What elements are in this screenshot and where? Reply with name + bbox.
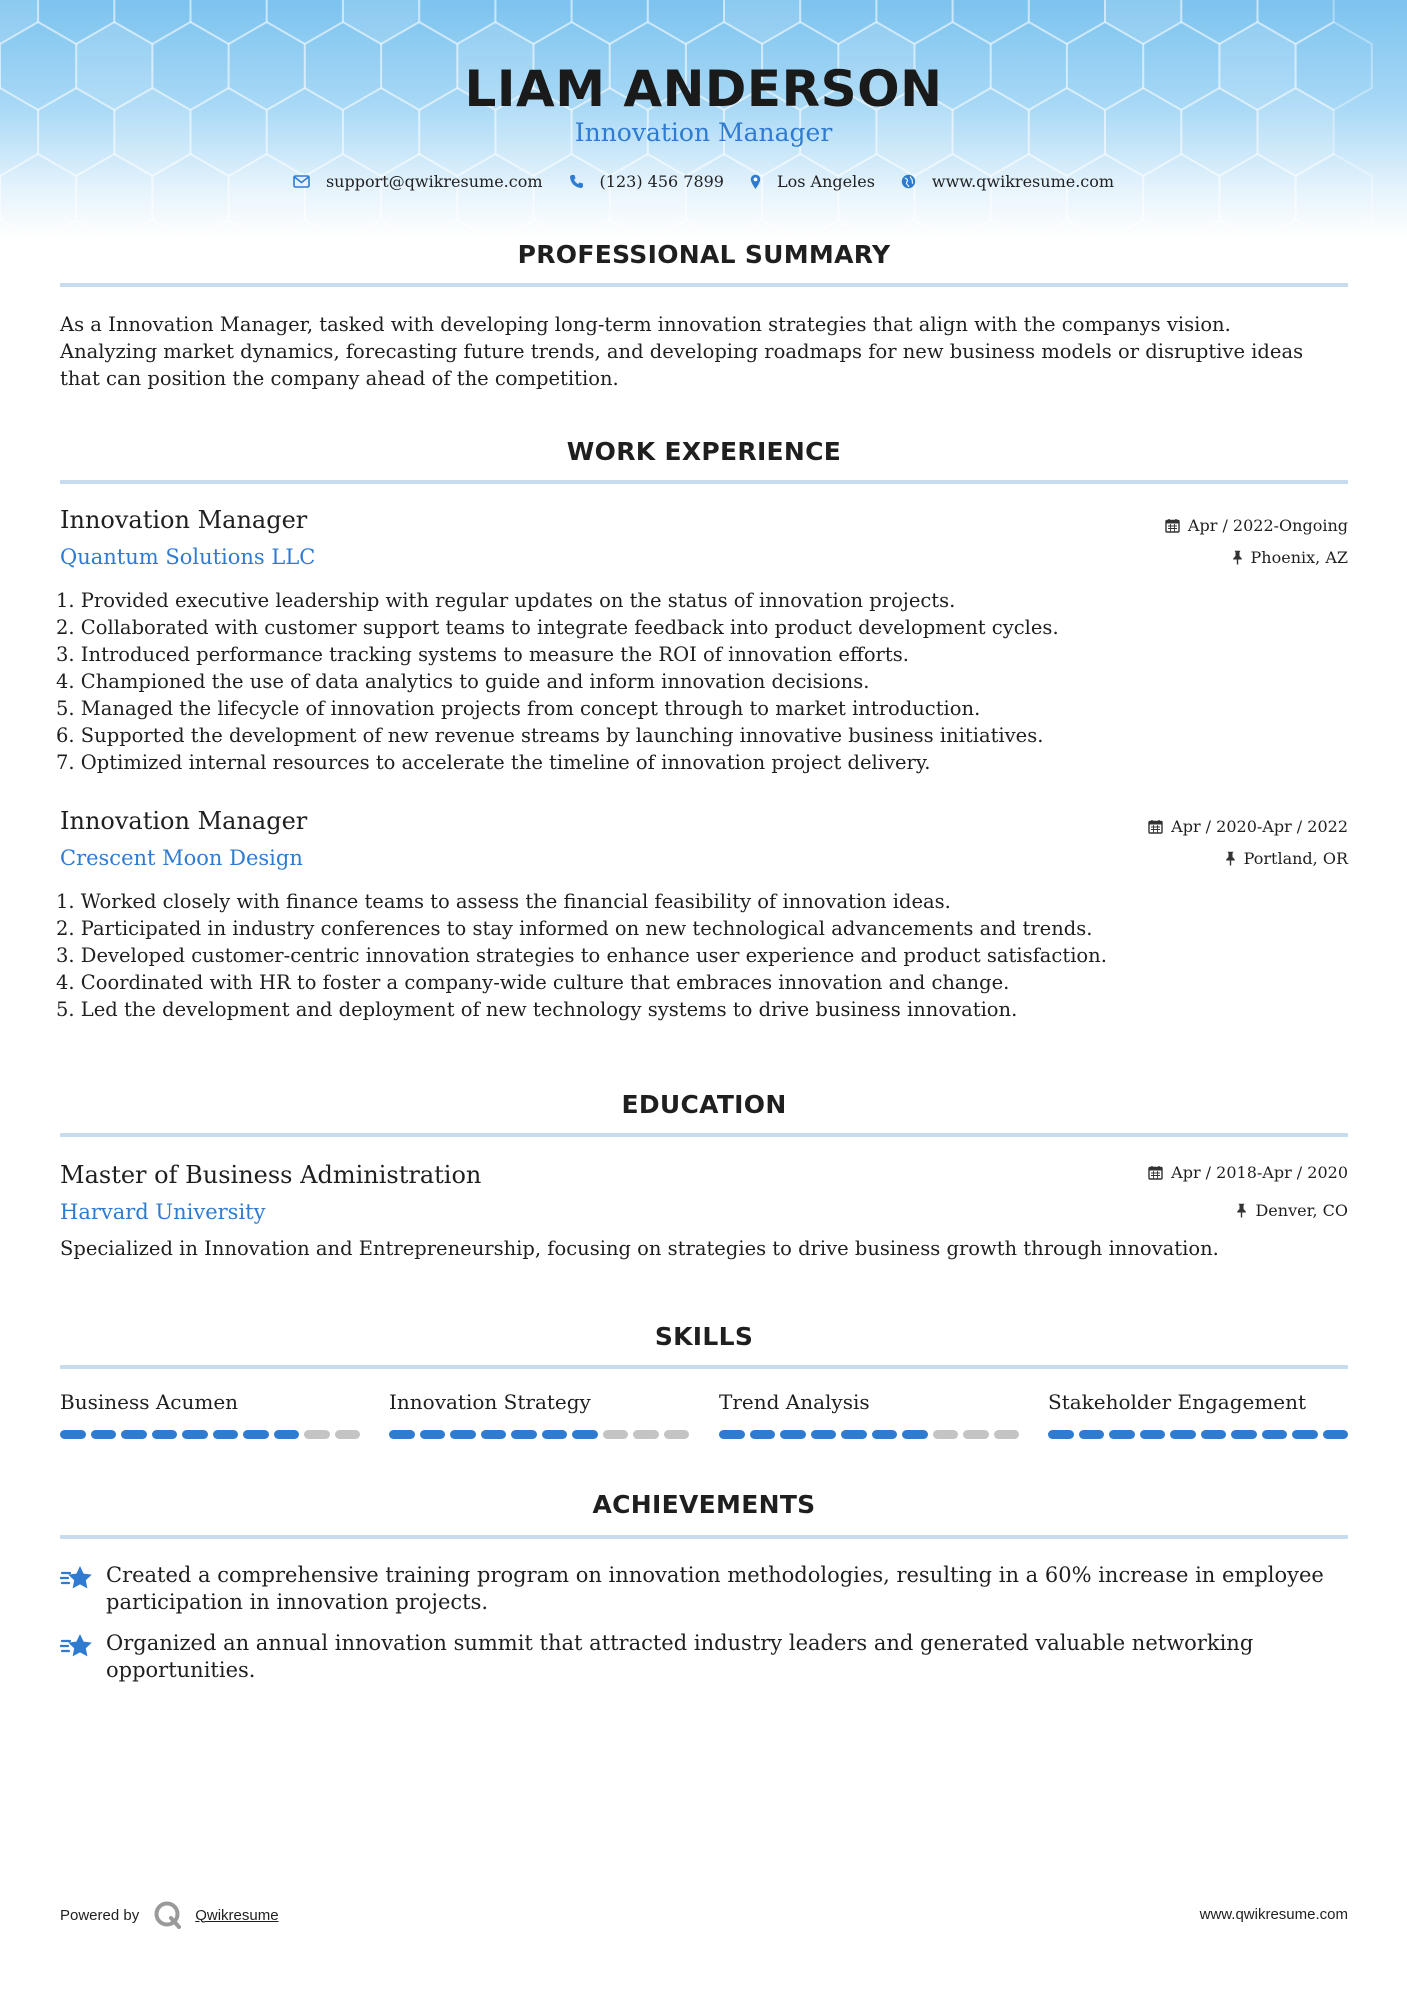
list-item: 5. Managed the lifecycle of innovation projects from concept through to market introduction. xyxy=(56,697,981,720)
hexagon-shape xyxy=(648,0,724,44)
skill-name: Business Acumen xyxy=(60,1390,239,1414)
globe-icon xyxy=(901,174,916,189)
skill-segment-filled xyxy=(389,1430,415,1439)
skill-segment-filled xyxy=(121,1430,147,1439)
dates-text: Apr / 2020-Apr / 2022 xyxy=(1171,817,1348,836)
skill-segment-empty xyxy=(304,1430,330,1439)
hexagon-shape xyxy=(191,0,267,44)
hexagon-shape xyxy=(0,0,38,44)
pushpin-icon xyxy=(1232,550,1243,565)
skill-segment-empty xyxy=(963,1430,989,1439)
skill-segment-filled xyxy=(572,1430,598,1439)
star-icon xyxy=(60,1564,93,1592)
job-title: Innovation Manager xyxy=(60,506,308,534)
list-item: 2. Collaborated with customer support teams to integrate feedback into product development cycles. xyxy=(56,616,1059,639)
experience-divider xyxy=(60,480,1348,484)
hexagon-shape xyxy=(343,0,419,44)
hexagon-shape xyxy=(724,0,800,44)
list-item: 2. Participated in industry conferences to stay informed on new technological advancements and trends. xyxy=(56,917,1093,940)
skill-segment-filled xyxy=(1201,1430,1227,1439)
education-divider xyxy=(60,1133,1348,1137)
powered-by-label: Powered by xyxy=(60,1906,140,1924)
hexagon-shape xyxy=(1258,220,1334,240)
calendar-icon xyxy=(1165,518,1180,533)
skill-segment-filled xyxy=(811,1430,837,1439)
degree-title: Master of Business Administration xyxy=(60,1161,482,1189)
skill-segment-filled xyxy=(1140,1430,1166,1439)
skills-heading: SKILLS xyxy=(654,1322,754,1351)
footer-powered-by xyxy=(60,1900,279,1930)
skill-segment-filled xyxy=(60,1430,86,1439)
pushpin-icon xyxy=(1225,851,1236,866)
job-title: Innovation Manager xyxy=(60,807,308,835)
achievement-item xyxy=(60,1630,1348,1684)
hexagon-shape xyxy=(800,220,876,240)
hexagon-shape xyxy=(38,220,114,240)
list-item: 3. Developed customer-centric innovation strategies to enhance user experience and product satisfaction. xyxy=(56,944,1107,967)
skill-segment-filled xyxy=(182,1430,208,1439)
list-item: 7. Optimized internal resources to accelerate the timeline of innovation project delivery. xyxy=(56,751,931,774)
candidate-role: Innovation Manager xyxy=(574,118,833,147)
skill-segment-filled xyxy=(1048,1430,1074,1439)
achievement-text xyxy=(106,1630,1348,1684)
hexagon-shape xyxy=(343,220,419,240)
job-dates xyxy=(1148,817,1348,836)
footer-url[interactable]: www.qwikresume.com xyxy=(1199,1906,1348,1923)
calendar-icon xyxy=(1148,1165,1163,1180)
skill-segment-empty xyxy=(994,1430,1020,1439)
job-location xyxy=(1225,849,1348,868)
contact-bar xyxy=(0,172,1407,191)
skill-segment-filled xyxy=(420,1430,446,1439)
skill-segment-empty xyxy=(664,1430,690,1439)
summary-line: that can position the company ahead of the competition. xyxy=(60,367,619,390)
list-item: 1. Provided executive leadership with regular updates on the status of innovation projects. xyxy=(56,589,956,612)
hexagon-shape xyxy=(419,220,495,240)
skill-segment-filled xyxy=(872,1430,898,1439)
qwikresume-logo-icon xyxy=(153,1900,183,1930)
hexagon-shape xyxy=(1029,0,1105,44)
location-text: Denver, CO xyxy=(1255,1201,1348,1220)
company-name: Quantum Solutions LLC xyxy=(60,545,316,569)
skill-item xyxy=(719,1390,1019,1439)
job-dates xyxy=(1165,516,1348,535)
achievement-line: Created a comprehensive training program on innovation methodologies, resulting in a 60% increase in employee xyxy=(106,1563,1324,1587)
job-location xyxy=(1232,548,1348,567)
phone-text: (123) 456 7899 xyxy=(599,172,724,191)
summary-text xyxy=(60,311,1348,392)
skill-segment-filled xyxy=(1079,1430,1105,1439)
achievement-line: participation in innovation projects. xyxy=(106,1590,489,1614)
list-item: 6. Supported the development of new revenue streams by launching innovative business initiatives. xyxy=(56,724,1044,747)
skill-segment-filled xyxy=(243,1430,269,1439)
skill-segment-empty xyxy=(633,1430,659,1439)
skill-segment-filled xyxy=(1109,1430,1135,1439)
hexagon-shape xyxy=(1181,220,1257,240)
skills-divider xyxy=(60,1365,1348,1369)
hexagon-shape xyxy=(114,220,190,240)
company-name: Crescent Moon Design xyxy=(60,846,303,870)
skill-segment-empty xyxy=(335,1430,361,1439)
list-item: 4. Championed the use of data analytics to guide and inform innovation decisions. xyxy=(56,670,870,693)
education-heading: EDUCATION xyxy=(621,1090,787,1119)
skill-segment-filled xyxy=(450,1430,476,1439)
skill-name: Stakeholder Engagement xyxy=(1048,1390,1307,1414)
job-bullets xyxy=(56,888,1348,1023)
hexagon-shape xyxy=(1105,0,1181,44)
summary-line: As a Innovation Manager, tasked with developing long-term innovation strategies that align with the companys vision. xyxy=(60,313,1231,336)
skill-segment-filled xyxy=(1170,1430,1196,1439)
skill-segment-filled xyxy=(542,1430,568,1439)
list-item: 1. Worked closely with finance teams to assess the financial feasibility of innovation ideas. xyxy=(56,890,951,913)
star-icon xyxy=(60,1632,93,1660)
education-dates xyxy=(1148,1163,1348,1182)
skill-segment-filled xyxy=(1231,1430,1257,1439)
phone-icon xyxy=(569,174,584,189)
skill-segment-empty xyxy=(933,1430,959,1439)
achievements-heading: ACHIEVEMENTS xyxy=(592,1490,816,1519)
skill-segment-filled xyxy=(91,1430,117,1439)
skill-segment-filled xyxy=(780,1430,806,1439)
hexagon-shape xyxy=(0,220,38,240)
hexagon-shape xyxy=(876,220,952,240)
skill-segment-filled xyxy=(841,1430,867,1439)
calendar-icon xyxy=(1148,819,1163,834)
map-pin-icon xyxy=(750,174,761,190)
candidate-name: LIAM ANDERSON xyxy=(464,60,943,118)
skill-level-bar xyxy=(1048,1430,1348,1439)
school-name: Harvard University xyxy=(60,1200,266,1224)
achievement-line: Organized an annual innovation summit that attracted industry leaders and generated valuable networking opportunities. xyxy=(106,1631,1254,1682)
skill-item xyxy=(60,1390,360,1439)
skill-segment-filled xyxy=(213,1430,239,1439)
skill-name: Trend Analysis xyxy=(719,1390,870,1414)
website-text: www.qwikresume.com xyxy=(931,172,1115,191)
skill-level-bar xyxy=(389,1430,689,1439)
summary-divider xyxy=(60,283,1348,287)
skill-segment-empty xyxy=(603,1430,629,1439)
skill-segment-filled xyxy=(1262,1430,1288,1439)
contact-location xyxy=(750,172,875,191)
brand-link[interactable]: Qwikresume xyxy=(195,1906,279,1924)
skill-segment-filled xyxy=(481,1430,507,1439)
pushpin-icon xyxy=(1236,1203,1247,1218)
experience-heading: WORK EXPERIENCE xyxy=(566,437,842,466)
skill-segment-filled xyxy=(1323,1430,1349,1439)
location-text: Portland, OR xyxy=(1243,849,1348,868)
location-text: Los Angeles xyxy=(776,172,875,191)
contact-email[interactable] xyxy=(293,172,543,191)
summary-heading: PROFESSIONAL SUMMARY xyxy=(517,240,891,269)
skill-segment-filled xyxy=(152,1430,178,1439)
hexagon-shape xyxy=(1105,220,1181,240)
skill-level-bar xyxy=(60,1430,360,1439)
skill-segment-filled xyxy=(1292,1430,1318,1439)
location-text: Phoenix, AZ xyxy=(1250,548,1348,567)
hexagon-shape xyxy=(724,220,800,240)
hexagon-shape xyxy=(267,0,343,44)
skill-segment-filled xyxy=(750,1430,776,1439)
dates-text: Apr / 2022-Ongoing xyxy=(1187,516,1348,535)
skill-segment-filled xyxy=(274,1430,300,1439)
skill-segment-filled xyxy=(719,1430,745,1439)
job-bullets xyxy=(56,587,1348,776)
envelope-icon xyxy=(293,175,310,188)
skill-name: Innovation Strategy xyxy=(389,1390,591,1414)
achievement-text xyxy=(106,1562,1324,1616)
list-item: 4. Coordinated with HR to foster a company-wide culture that embraces innovation and change. xyxy=(56,971,1010,994)
skill-segment-filled xyxy=(511,1430,537,1439)
summary-line: Analyzing market dynamics, forecasting future trends, and developing roadmaps for new business models or disruptive ideas xyxy=(60,340,1304,363)
achievements-divider xyxy=(60,1535,1348,1539)
skill-item xyxy=(389,1390,689,1439)
hexagon-shape xyxy=(495,220,571,240)
list-item: 3. Introduced performance tracking systems to measure the ROI of innovation efforts. xyxy=(56,643,909,666)
skill-segment-filled xyxy=(902,1430,928,1439)
contact-website[interactable] xyxy=(901,172,1114,191)
hexagon-shape xyxy=(572,0,648,44)
email-text: support@qwikresume.com xyxy=(325,172,543,191)
hexagon-shape xyxy=(953,0,1029,44)
skill-item xyxy=(1048,1390,1348,1439)
contact-phone[interactable] xyxy=(569,172,724,191)
education-location xyxy=(1236,1201,1348,1220)
education-description: Specialized in Innovation and Entrepreneurship, focusing on strategies to drive business growth through innovation. xyxy=(60,1237,1219,1260)
list-item: 5. Led the development and deployment of new technology systems to drive business innovation. xyxy=(56,998,1018,1021)
achievement-item xyxy=(60,1562,1348,1616)
skill-level-bar xyxy=(719,1430,1019,1439)
dates-text: Apr / 2018-Apr / 2020 xyxy=(1171,1163,1348,1182)
